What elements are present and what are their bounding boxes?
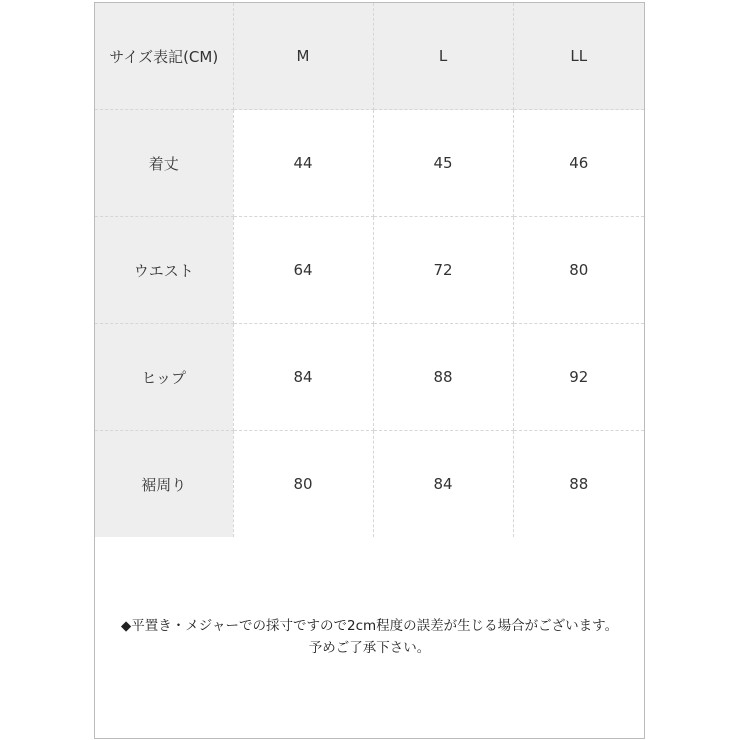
table-row <box>95 110 644 217</box>
table-header-row <box>95 3 644 110</box>
table-row <box>95 431 644 538</box>
header-cell-l: L <box>373 3 513 110</box>
row-label-waist: ウエスト <box>95 217 233 324</box>
header-cell-m: M <box>233 3 373 110</box>
row-label-hip: ヒップ <box>95 324 233 431</box>
size-chart-frame <box>94 2 645 739</box>
table-cell: 88 <box>569 475 589 493</box>
note-line-2: 予めご了承下さい。 <box>308 640 431 656</box>
table-cell: 44 <box>233 110 373 217</box>
measurement-note <box>95 615 644 659</box>
table-cell: 45 <box>373 110 513 217</box>
table-row <box>95 217 644 324</box>
table-cell: 88 <box>373 324 513 431</box>
row-label-length: 着丈 <box>95 110 233 217</box>
header-cell-ll: LL <box>513 3 644 110</box>
table-cell: 46 <box>513 110 644 217</box>
table-cell: 64 <box>233 217 373 324</box>
table-cell: 72 <box>373 217 513 324</box>
table-cell: 92 <box>513 324 644 431</box>
table-row <box>95 324 644 431</box>
table-cell: 84 <box>233 324 373 431</box>
size-table <box>95 3 644 537</box>
row-label-hem: 裾周り <box>95 431 233 538</box>
table-cell: 80 <box>233 431 373 538</box>
table-cell: 84 <box>373 431 513 538</box>
note-line-1: ◆平置き・メジャーでの採寸ですので2cm程度の誤差が生じる場合がございます。 <box>120 618 619 634</box>
header-cell-size-label: サイズ表記(CM) <box>95 3 233 110</box>
table-cell: 80 <box>513 217 644 324</box>
